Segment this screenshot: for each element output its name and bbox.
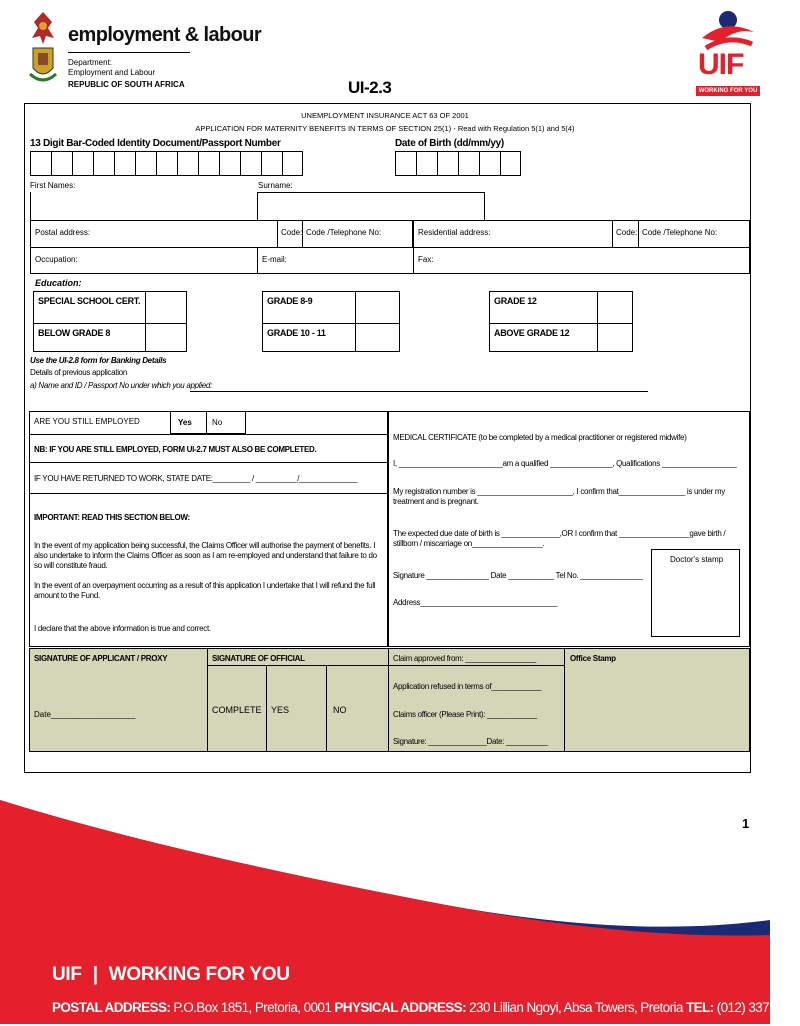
page-number: 1 — [742, 816, 750, 831]
footer-contact — [52, 1000, 800, 1015]
grade1011-checkbox[interactable] — [355, 323, 400, 352]
applicant-signature-box[interactable] — [29, 648, 208, 752]
employment-divider1 — [29, 434, 388, 435]
physical-address-value: 230 Lillian Ngoyi, Absa Towers, Pretoria — [469, 1000, 683, 1015]
employment-divider2 — [29, 462, 388, 463]
office-stamp-label: Office Stamp — [570, 654, 616, 663]
application-refused: Application refused in terms of____________ — [393, 682, 542, 691]
surname-field[interactable] — [257, 192, 485, 221]
official-signature-label: SIGNATURE OF OFFICIAL — [212, 654, 305, 663]
dob-label: Date of Birth (dd/mm/yy) — [395, 138, 504, 149]
id-label: 13 Digit Bar-Coded Identity Document/Passport Number — [30, 138, 281, 149]
no-label: No — [212, 418, 223, 427]
yes-label: Yes — [178, 418, 192, 427]
tel2-label: Code /Telephone No: — [642, 228, 718, 237]
tel-label: Code /Telephone No: — [306, 228, 382, 237]
applicant-signature-label: SIGNATURE OF APPLICANT / PROXY — [34, 654, 168, 663]
medical-signature: Signature _______________ Date ___________ Tel No. _______________ — [393, 571, 643, 580]
coat-of-arms-logo — [26, 8, 60, 90]
employment-divider3 — [29, 493, 388, 494]
footer-wave — [0, 790, 770, 1024]
form-code: UI-2.3 — [348, 78, 392, 97]
medical-address: Address_________________________________ — [393, 598, 558, 607]
official-vline2 — [326, 665, 327, 752]
special-school-checkbox[interactable] — [145, 291, 187, 324]
above12-label: ABOVE GRADE 12 — [494, 328, 570, 338]
medical-line3: The expected due date of birth is ______________,OR I confirm that _________________gave birth / stillborn / miscarriage on_________________. — [393, 529, 726, 548]
uif-logo-text: UIF — [698, 48, 744, 81]
footer-tagline-uif: UIF — [52, 964, 82, 985]
claims-divider — [388, 665, 565, 666]
dob-field[interactable] — [395, 151, 521, 176]
grade89-checkbox[interactable] — [355, 291, 400, 324]
uif-logo-tag: WORKING FOR YOU — [696, 86, 760, 96]
code2-label: Code: — [616, 228, 638, 237]
overpayment-para: In the event of an overpayment occurring as a result of this application I undertake that I will refund the full amount to the Fund. — [34, 581, 376, 600]
education-title: Education: — [35, 278, 82, 288]
footer-tagline-rest: WORKING FOR YOU — [108, 964, 290, 985]
g89-label: GRADE 8-9 — [267, 296, 313, 306]
act-title: UNEMPLOYMENT INSURANCE ACT 63 OF 2001 — [301, 111, 469, 120]
occupation-label: Occupation: — [35, 255, 78, 264]
form-subtitle: APPLICATION FOR MATERNITY BENEFITS IN TERMS OF SECTION 25(1) - Read with Regulation 5(1) and 5(4) — [195, 124, 575, 133]
claims-officer: Claims officer (Please Print): ____________ — [393, 710, 537, 719]
fax-field[interactable] — [413, 247, 750, 274]
dept-line3: REPUBLIC OF SOUTH AFRICA — [68, 80, 185, 89]
postal-address-label: POSTAL ADDRESS: — [52, 1000, 171, 1015]
uif-logo — [696, 8, 760, 96]
undertaking-para: In the event of my application being successful, the Claims Officer will authorise the payment of benefits. I also undertake to inform the Claims Officer as soon as I am re-employed and understand that failure to do so will constitute fraud. — [34, 541, 377, 570]
g12-label: GRADE 12 — [494, 296, 537, 306]
tel-value-footer: (012) 337 1680 — [716, 1000, 800, 1015]
nb-note: NB: IF YOU ARE STILL EMPLOYED, FORM UI-2.7 MUST ALSO BE COMPLETED. — [34, 445, 317, 454]
banking-note: Use the UI-2.8 form for Banking Details — [30, 356, 167, 365]
important-label: IMPORTANT: READ THIS SECTION BELOW: — [34, 513, 190, 522]
postal-address-value: P.O.Box 1851, Pretoria, 0001 — [173, 1000, 332, 1015]
applied-label: a) Name and ID / Passport No under which you applied: — [30, 381, 212, 390]
email-label: E-mail: — [262, 255, 287, 264]
sig-no-label[interactable]: NO — [333, 705, 347, 715]
id-number-field[interactable] — [30, 151, 303, 176]
residential-label: Residential address: — [418, 228, 491, 237]
official-signature-box[interactable] — [207, 648, 389, 752]
previous-application: Details of previous application — [30, 368, 127, 377]
below-grade8-checkbox[interactable] — [145, 323, 187, 352]
dept-name: employment & labour — [68, 24, 262, 46]
sig-yes-label[interactable]: YES — [271, 705, 290, 715]
postal-label: Postal address: — [35, 228, 91, 237]
code-label: Code: — [281, 228, 303, 237]
returned-label: IF YOU HAVE RETURNED TO WORK, STATE DATE:_________ / __________/______________ — [34, 474, 358, 483]
medical-line2: My registration number is _______________________, I confirm that________________ is under my treatment and is pregnant. — [393, 487, 725, 506]
declaration-text: I declare that the above information is true and correct. — [34, 624, 211, 633]
below8-label: BELOW GRADE 8 — [38, 328, 111, 338]
claims-signature: Signature: ______________Date: __________ — [393, 737, 548, 746]
fax-label: Fax: — [418, 255, 434, 264]
surname-label: Surname: — [258, 181, 293, 190]
doctors-stamp-label: Doctor's stamp — [670, 555, 724, 564]
applicant-date: Date___________________ — [34, 710, 136, 719]
official-vline1 — [266, 665, 267, 752]
official-divider — [207, 665, 389, 666]
medical-line1: I, _________________________am a qualified _______________, Qualifications __________________ — [393, 459, 737, 468]
footer-tagline — [52, 964, 290, 986]
tel-label-footer: TEL: — [685, 1000, 714, 1015]
dept-line1: Department: — [68, 58, 113, 67]
footer-tagline-sep: | — [92, 964, 98, 985]
above12-checkbox[interactable] — [597, 323, 633, 352]
physical-address-label: PHYSICAL ADDRESS: — [334, 1000, 466, 1015]
applied-underline[interactable] — [190, 391, 648, 392]
first-names-label: First Names: — [30, 181, 76, 190]
medical-title: MEDICAL CERTIFICATE (to be completed by a medical practitioner or registered midwife) — [393, 433, 687, 442]
still-employed-label: ARE YOU STILL EMPLOYED — [34, 417, 140, 426]
office-stamp-box[interactable] — [564, 648, 750, 752]
first-names-field[interactable] — [30, 192, 258, 221]
grade12-checkbox[interactable] — [597, 291, 633, 324]
header-divider — [68, 52, 190, 53]
complete-label: COMPLETE — [212, 705, 262, 715]
special-label: SPECIAL SCHOOL CERT. — [38, 296, 141, 306]
g1011-label: GRADE 10 - 11 — [267, 328, 326, 338]
dept-line2: Employment and Labour — [68, 68, 156, 77]
claim-approved: Claim approved from: _________________ — [393, 654, 536, 663]
